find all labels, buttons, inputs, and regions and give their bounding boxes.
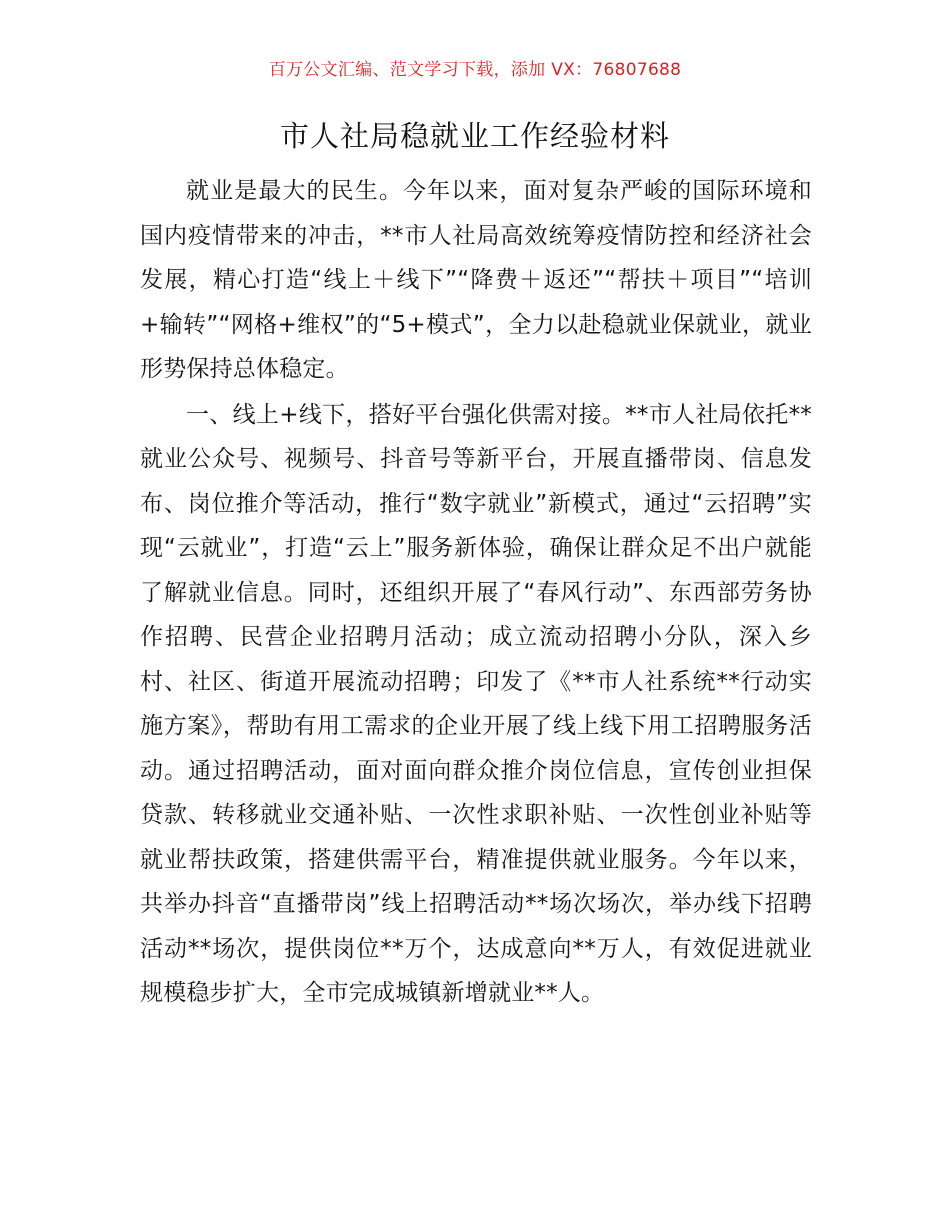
paragraph-section-one: 一、线上+线下，搭好平台强化供需对接。**市人社局依托**就业公众号、视频号、抖音号等新平台，开展直播带岗、信息发布、岗位推介等活动，推行“数字就业”新模式，通过“云招聘”实现“云就业”，打造“云上”服务新体验，确保让群众足不出户就能了解就业信息。同时，还组织开展了“春风行动”、东西部劳务协作招聘、民营企业招聘月活动；成立流动招聘小分队，深入乡村、社区、街道开展流动招聘；印发了《**市人社系统**行动实施方案》，帮助有用工需求的企业开展了线上线下用工招聘服务活动。通过招聘活动，面对面向群众推介岗位信息，宣传创业担保贷款、转移就业交通补贴、一次性求职补贴、一次性创业补贴等就业帮扶政策，搭建供需平台，精准提供就业服务。今年以来，共举办抖音“直播带岗”线上招聘活动**场次场次，举办线下招聘活动**场次，提供岗位**万个，达成意向**万人，有效促进就业规模稳步扩大，全市完成城镇新增就业**人。 xyxy=(140,401,812,1006)
document-title: 市人社局稳就业工作经验材料 xyxy=(279,119,670,153)
header-watermark-note: 百万公文汇编、范文学习下载，添加 VX：76807688 xyxy=(268,60,682,80)
document-body xyxy=(140,169,812,1016)
paragraph-intro: 就业是最大的民生。今年以来，面对复杂严峻的国际环境和国内疫情带来的冲击，**市人社局高效统筹疫情防控和经济社会发展，精心打造“线上＋线下”“降费＋返还”“帮扶＋项目”“培训+输转”“网格+维权”的“5+模式”，全力以赴稳就业保就业，就业形势保持总体稳定。 xyxy=(140,178,812,382)
